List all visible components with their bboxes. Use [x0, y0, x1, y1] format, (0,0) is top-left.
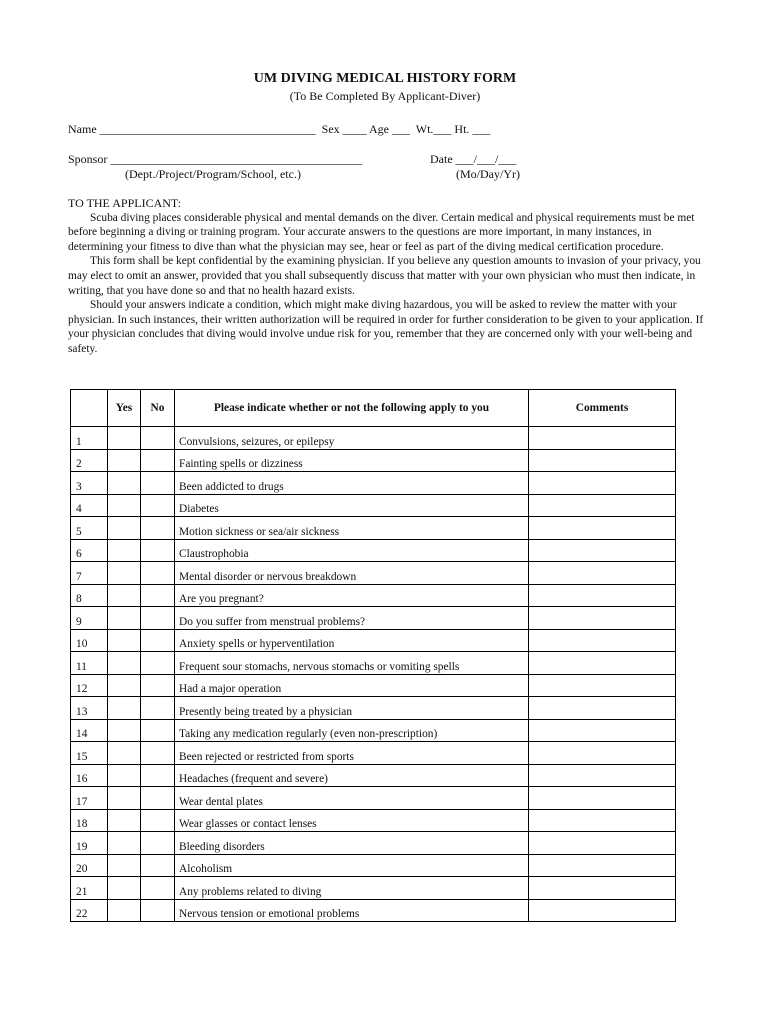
table-row — [71, 899, 676, 922]
question-text: Frequent sour stomachs, nervous stomachs or vomiting spells — [175, 652, 529, 675]
no-checkbox-cell[interactable] — [141, 832, 175, 855]
comments-cell[interactable] — [529, 427, 676, 450]
table-row — [71, 494, 676, 517]
instructions-heading: TO THE APPLICANT: — [68, 196, 181, 210]
table-row — [71, 832, 676, 855]
yes-checkbox-cell[interactable] — [108, 539, 141, 562]
header-yes: Yes — [108, 390, 141, 427]
yes-checkbox-cell[interactable] — [108, 517, 141, 540]
yes-checkbox-cell[interactable] — [108, 787, 141, 810]
row-number: 5 — [71, 517, 108, 540]
row-number: 7 — [71, 562, 108, 585]
question-text: Motion sickness or sea/air sickness — [175, 517, 529, 540]
row-number: 15 — [71, 742, 108, 765]
comments-cell[interactable] — [529, 809, 676, 832]
row-number: 17 — [71, 787, 108, 810]
table-row — [71, 742, 676, 765]
yes-checkbox-cell[interactable] — [108, 472, 141, 495]
date-hint: (Mo/Day/Yr) — [456, 167, 520, 181]
comments-cell[interactable] — [529, 584, 676, 607]
no-checkbox-cell[interactable] — [141, 809, 175, 832]
comments-cell[interactable] — [529, 539, 676, 562]
question-text: Convulsions, seizures, or epilepsy — [175, 427, 529, 450]
table-row — [71, 562, 676, 585]
question-text: Wear glasses or contact lenses — [175, 809, 529, 832]
question-text: Fainting spells or dizziness — [175, 449, 529, 472]
date-line[interactable]: Date ___/___/___ — [430, 152, 517, 166]
question-text: Been rejected or restricted from sports — [175, 742, 529, 765]
no-checkbox-cell[interactable] — [141, 472, 175, 495]
comments-cell[interactable] — [529, 472, 676, 495]
yes-checkbox-cell[interactable] — [108, 854, 141, 877]
table-row — [71, 472, 676, 495]
table-body — [71, 427, 676, 922]
yes-checkbox-cell[interactable] — [108, 719, 141, 742]
table-row — [71, 809, 676, 832]
no-checkbox-cell[interactable] — [141, 449, 175, 472]
yes-checkbox-cell[interactable] — [108, 562, 141, 585]
row-number: 2 — [71, 449, 108, 472]
yes-checkbox-cell[interactable] — [108, 427, 141, 450]
no-checkbox-cell[interactable] — [141, 652, 175, 675]
yes-checkbox-cell[interactable] — [108, 899, 141, 922]
comments-cell[interactable] — [529, 877, 676, 900]
table-row — [71, 449, 676, 472]
row-number: 14 — [71, 719, 108, 742]
yes-checkbox-cell[interactable] — [108, 742, 141, 765]
question-text: Any problems related to diving — [175, 877, 529, 900]
yes-checkbox-cell[interactable] — [108, 607, 141, 630]
question-text: Been addicted to drugs — [175, 472, 529, 495]
question-text: Anxiety spells or hyperventilation — [175, 629, 529, 652]
yes-checkbox-cell[interactable] — [108, 809, 141, 832]
table-row — [71, 607, 676, 630]
no-checkbox-cell[interactable] — [141, 427, 175, 450]
no-checkbox-cell[interactable] — [141, 719, 175, 742]
table-row — [71, 517, 676, 540]
row-number: 10 — [71, 629, 108, 652]
row-number: 13 — [71, 697, 108, 720]
table-row — [71, 652, 676, 675]
no-checkbox-cell[interactable] — [141, 877, 175, 900]
row-number: 3 — [71, 472, 108, 495]
no-checkbox-cell[interactable] — [141, 787, 175, 810]
no-checkbox-cell[interactable] — [141, 629, 175, 652]
table-row — [71, 787, 676, 810]
comments-cell[interactable] — [529, 899, 676, 922]
question-text: Presently being treated by a physician — [175, 697, 529, 720]
row-number: 20 — [71, 854, 108, 877]
row-number: 16 — [71, 764, 108, 787]
no-checkbox-cell[interactable] — [141, 584, 175, 607]
instructions-paragraph-2: This form shall be kept confidential by the examining physician. If you believe any question amounts to invasion of your privacy, you may elect to omit an answer, provided that you shall subsequently discuss that matter with your own physician who must then indicate, in writing, that you have done so and that no health hazard exists. — [68, 255, 701, 297]
no-checkbox-cell[interactable] — [141, 539, 175, 562]
no-checkbox-cell[interactable] — [141, 854, 175, 877]
row-number: 18 — [71, 809, 108, 832]
comments-cell[interactable] — [529, 742, 676, 765]
question-text: Taking any medication regularly (even non-prescription) — [175, 719, 529, 742]
yes-checkbox-cell[interactable] — [108, 652, 141, 675]
table-row — [71, 697, 676, 720]
row-number: 21 — [71, 877, 108, 900]
yes-checkbox-cell[interactable] — [108, 494, 141, 517]
row-number: 4 — [71, 494, 108, 517]
form-title: UM DIVING MEDICAL HISTORY FORM — [253, 71, 517, 86]
comments-cell[interactable] — [529, 832, 676, 855]
table-row — [71, 629, 676, 652]
table-row — [71, 427, 676, 450]
question-text: Bleeding disorders — [175, 832, 529, 855]
question-text: Mental disorder or nervous breakdown — [175, 562, 529, 585]
yes-checkbox-cell[interactable] — [108, 674, 141, 697]
table-row — [71, 877, 676, 900]
comments-cell[interactable] — [529, 517, 676, 540]
yes-checkbox-cell[interactable] — [108, 449, 141, 472]
question-text: Headaches (frequent and severe) — [175, 764, 529, 787]
table-row — [71, 584, 676, 607]
table-row — [71, 539, 676, 562]
row-number: 19 — [71, 832, 108, 855]
no-checkbox-cell[interactable] — [141, 517, 175, 540]
question-text: Are you pregnant? — [175, 584, 529, 607]
question-text: Do you suffer from menstrual problems? — [175, 607, 529, 630]
no-checkbox-cell[interactable] — [141, 494, 175, 517]
applicant-instructions — [68, 196, 708, 357]
sponsor-hint: (Dept./Project/Program/School, etc.) — [125, 167, 301, 181]
comments-cell[interactable] — [529, 719, 676, 742]
question-text: Diabetes — [175, 494, 529, 517]
no-checkbox-cell[interactable] — [141, 764, 175, 787]
table-header-row — [71, 390, 676, 427]
sponsor-line[interactable]: Sponsor __________________________________________ — [68, 152, 363, 166]
row-number: 8 — [71, 584, 108, 607]
row-number: 6 — [71, 539, 108, 562]
question-text: Had a major operation — [175, 674, 529, 697]
name-sex-age-line[interactable]: Name ____________________________________ Sex ____ Age ___ Wt.___ Ht. ___ — [68, 122, 491, 136]
row-number: 1 — [71, 427, 108, 450]
no-checkbox-cell[interactable] — [141, 742, 175, 765]
header-number-cell — [71, 390, 108, 427]
no-checkbox-cell[interactable] — [141, 674, 175, 697]
comments-cell[interactable] — [529, 449, 676, 472]
row-number: 22 — [71, 899, 108, 922]
comments-cell[interactable] — [529, 494, 676, 517]
row-number: 11 — [71, 652, 108, 675]
comments-cell[interactable] — [529, 697, 676, 720]
no-checkbox-cell[interactable] — [141, 697, 175, 720]
question-text: Nervous tension or emotional problems — [175, 899, 529, 922]
yes-checkbox-cell[interactable] — [108, 697, 141, 720]
yes-checkbox-cell[interactable] — [108, 584, 141, 607]
form-subtitle: (To Be Completed By Applicant-Diver) — [289, 89, 481, 103]
comments-cell[interactable] — [529, 764, 676, 787]
table-row — [71, 854, 676, 877]
comments-cell[interactable] — [529, 652, 676, 675]
row-number: 12 — [71, 674, 108, 697]
header-comments: Comments — [529, 390, 676, 427]
yes-checkbox-cell[interactable] — [108, 764, 141, 787]
comments-cell[interactable] — [529, 787, 676, 810]
comments-cell[interactable] — [529, 854, 676, 877]
instructions-paragraph-3: Should your answers indicate a condition, which might make diving hazardous, you will be asked to review the matter with your physician. In such instances, their written authorization will be required in order for further consideration to be given to your application. If your physician concludes that diving would involve undue risk for you, remember that they are concerned only with your well-being and safety. — [68, 299, 704, 355]
row-number: 9 — [71, 607, 108, 630]
question-text: Alcoholism — [175, 854, 529, 877]
yes-checkbox-cell[interactable] — [108, 832, 141, 855]
instructions-paragraph-1: Scuba diving places considerable physical and mental demands on the diver. Certain medical and physical requirements must be met before beginning a diving or training program. Your accurate answers to the questions are more important, in many instances, in determining your fitness to dive than what the physician may see, hear or feel as part of the diving medical certification procedure. — [68, 211, 695, 253]
comments-cell[interactable] — [529, 607, 676, 630]
table-row — [71, 764, 676, 787]
no-checkbox-cell[interactable] — [141, 899, 175, 922]
yes-checkbox-cell[interactable] — [108, 629, 141, 652]
header-no: No — [141, 390, 175, 427]
comments-cell[interactable] — [529, 674, 676, 697]
comments-cell[interactable] — [529, 629, 676, 652]
yes-checkbox-cell[interactable] — [108, 877, 141, 900]
comments-cell[interactable] — [529, 562, 676, 585]
header-question: Please indicate whether or not the following apply to you — [175, 390, 529, 427]
table-row — [71, 674, 676, 697]
no-checkbox-cell[interactable] — [141, 562, 175, 585]
no-checkbox-cell[interactable] — [141, 607, 175, 630]
question-text: Claustrophobia — [175, 539, 529, 562]
medical-history-table — [70, 389, 676, 922]
table-row — [71, 719, 676, 742]
question-text: Wear dental plates — [175, 787, 529, 810]
